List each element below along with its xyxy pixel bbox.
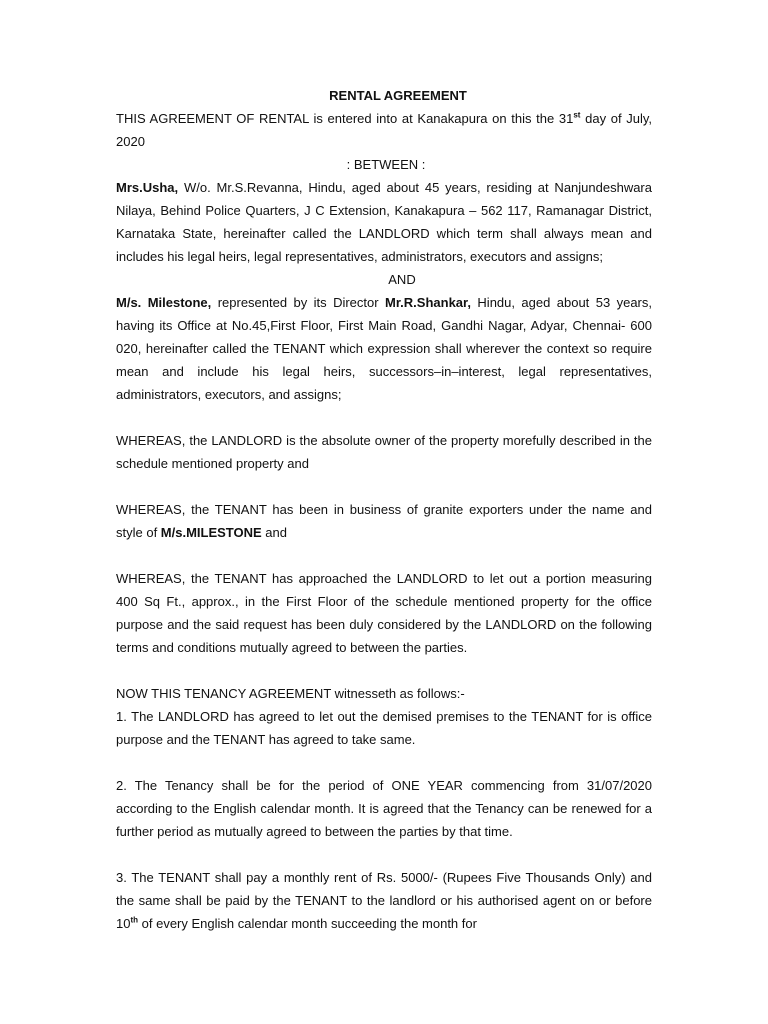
clause-3-end: of every English calendar month succeeding the month for <box>138 916 477 931</box>
spacer <box>116 659 652 682</box>
witnesseth-heading: NOW THIS TENANCY AGREEMENT witnesseth as follows:- <box>116 686 465 701</box>
intro-superscript: st <box>573 110 581 120</box>
tenant-text-1: represented by its Director <box>211 295 386 310</box>
tenant-paragraph <box>116 291 652 406</box>
landlord-paragraph <box>116 176 652 268</box>
clause-1: 1. The LANDLORD has agreed to let out the demised premises to the TENANT for is office purpose and the TENANT has agreed to take same. <box>116 709 652 747</box>
intro-text: THIS AGREEMENT OF RENTAL is entered into at Kanakapura on this the 31 <box>116 111 574 126</box>
tenant-text-2: Hindu, aged about 53 years, having its Office at No.45,First Floor, First Main Road, Gandhi Nagar, Adyar, Chennai- 600 020, hereinafter called the TENANT which expression shall wherever the context so require mean and include his legal heirs, successors–in–interest, legal representatives, administrators, executors, and assigns; <box>116 295 652 402</box>
intro-text-end: day of July, 2020 <box>116 111 652 149</box>
and-separator: AND <box>388 272 416 287</box>
landlord-details: W/o. Mr.S.Revanna, Hindu, aged about 45 years, residing at Nanjundeshwara Nilaya, Behind Police Quarters, J C Extension, Kanakapura – 562 117, Ramanagar District, Karnataka State, hereinafter called the LANDLORD which term shall always mean and includes his legal heirs, legal representatives, administrators, executors and assigns; <box>116 180 652 264</box>
spacer <box>116 544 652 567</box>
whereas-2-text: WHEREAS, the TENANT has been in business of granite exporters under the name and style of <box>116 502 652 540</box>
whereas-2-end: and <box>261 525 287 540</box>
intro-paragraph <box>116 107 652 153</box>
whereas-paragraph-3: WHEREAS, the TENANT has approached the LANDLORD to let out a portion measuring 400 Sq Ft., approx., in the First Floor of the schedule mentioned property for the office purpose and the said request has been duly considered by the LANDLORD on the following terms and conditions mutually agreed to between the parties. <box>116 571 652 655</box>
clause-2: 2. The Tenancy shall be for the period of ONE YEAR commencing from 31/07/2020 according to the English calendar month. It is agreed that the Tenancy can be renewed for a further period as mutually agreed to between the parties by that time. <box>116 778 652 839</box>
spacer <box>116 475 652 498</box>
document-page <box>116 84 652 935</box>
whereas-paragraph-1: WHEREAS, the LANDLORD is the absolute owner of the property morefully described in the schedule mentioned property and <box>116 433 652 471</box>
between-heading: : BETWEEN : <box>346 157 426 172</box>
spacer <box>116 843 652 866</box>
clause-3-superscript: th <box>130 915 139 925</box>
landlord-name: Mrs.Usha, <box>116 180 179 195</box>
whereas-2-company: M/s.MILESTONE <box>160 525 262 540</box>
document-title: RENTAL AGREEMENT <box>329 88 467 103</box>
clause-3-text: 3. The TENANT shall pay a monthly rent of Rs. 5000/- (Rupees Five Thousands Only) and the same shall be paid by the TENANT to the landlord or his authorised agent on or before 10 <box>116 870 652 931</box>
tenant-name: M/s. Milestone, <box>116 295 212 310</box>
whereas-paragraph-2 <box>116 498 652 544</box>
tenant-director: Mr.R.Shankar, <box>385 295 471 310</box>
spacer <box>116 751 652 774</box>
spacer <box>116 406 652 429</box>
clause-3 <box>116 866 652 935</box>
